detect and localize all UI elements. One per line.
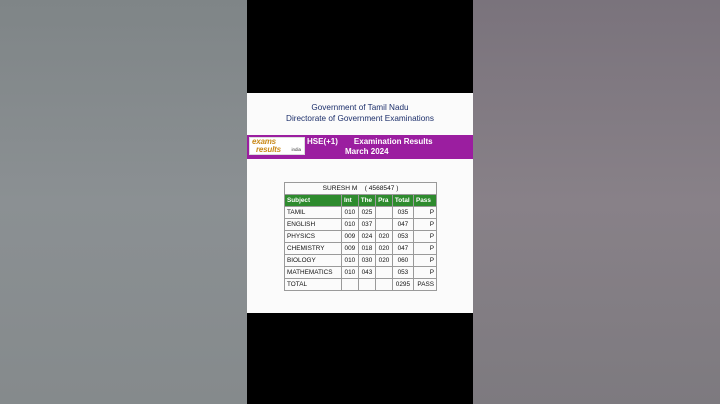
subject-cell: MATHEMATICS xyxy=(285,267,342,279)
pra-cell xyxy=(376,207,393,219)
total-label: TOTAL xyxy=(285,279,342,291)
subject-cell: CHEMISTRY xyxy=(285,243,342,255)
int-cell: 010 xyxy=(342,255,359,267)
total-empty-pra xyxy=(376,279,393,291)
col-int: Int xyxy=(342,195,359,207)
header-line-1: Government of Tamil Nadu xyxy=(311,103,409,112)
table-row xyxy=(285,219,437,231)
right-blur-background xyxy=(473,0,720,404)
total-value: 0295 xyxy=(392,279,413,291)
total-cell: 053 xyxy=(392,231,413,243)
total-status: PASS xyxy=(413,279,436,291)
subject-cell: ENGLISH xyxy=(285,219,342,231)
total-empty-the xyxy=(358,279,375,291)
total-cell: 035 xyxy=(392,207,413,219)
student-row xyxy=(285,183,437,195)
pass-cell: P xyxy=(413,267,436,279)
int-cell: 010 xyxy=(342,219,359,231)
logo-word-results: results xyxy=(256,145,281,154)
col-pra: Pra xyxy=(376,195,393,207)
pra-cell: 020 xyxy=(376,231,393,243)
pass-cell: P xyxy=(413,231,436,243)
marks-table xyxy=(284,182,437,291)
table-row xyxy=(285,255,437,267)
table-row xyxy=(285,231,437,243)
the-cell: 030 xyxy=(358,255,375,267)
pra-cell: 020 xyxy=(376,255,393,267)
left-blur-background xyxy=(0,0,247,404)
int-cell: 010 xyxy=(342,267,359,279)
register-number: ( 4568547 ) xyxy=(364,185,399,192)
table-header xyxy=(285,195,437,207)
int-cell: 009 xyxy=(342,243,359,255)
the-cell: 024 xyxy=(358,231,375,243)
pass-cell: P xyxy=(413,255,436,267)
exam-session: March 2024 xyxy=(345,146,389,156)
student-identity xyxy=(285,183,437,195)
total-row xyxy=(285,279,437,291)
total-cell: 047 xyxy=(392,243,413,255)
int-cell: 009 xyxy=(342,231,359,243)
the-cell: 018 xyxy=(358,243,375,255)
subject-cell: BIOLOGY xyxy=(285,255,342,267)
pass-cell: P xyxy=(413,207,436,219)
table-row xyxy=(285,267,437,279)
the-cell: 043 xyxy=(358,267,375,279)
col-pass: Pass xyxy=(413,195,436,207)
results-banner xyxy=(247,135,473,159)
exams-results-logo xyxy=(249,137,305,155)
total-cell: 047 xyxy=(392,219,413,231)
col-total: Total xyxy=(392,195,413,207)
total-empty-int xyxy=(342,279,359,291)
pra-cell xyxy=(376,267,393,279)
col-the: The xyxy=(358,195,375,207)
subject-cell: TAMIL xyxy=(285,207,342,219)
banner-text xyxy=(307,137,473,156)
the-cell: 037 xyxy=(358,219,375,231)
course-label: HSE(+1) xyxy=(307,137,338,146)
table-row xyxy=(285,207,437,219)
pass-cell: P xyxy=(413,219,436,231)
logo-word-exams: exams xyxy=(252,137,276,146)
pass-cell: P xyxy=(413,243,436,255)
table-row xyxy=(285,243,437,255)
total-cell: 060 xyxy=(392,255,413,267)
header-line-2: Directorate of Government Examinations xyxy=(286,114,434,123)
total-cell: 053 xyxy=(392,267,413,279)
results-title: Examination Results xyxy=(353,137,433,146)
government-header xyxy=(247,102,473,124)
pra-cell xyxy=(376,219,393,231)
result-card xyxy=(247,93,473,313)
the-cell: 025 xyxy=(358,207,375,219)
logo-word-india: india xyxy=(291,147,301,152)
subject-cell: PHYSICS xyxy=(285,231,342,243)
pra-cell: 020 xyxy=(376,243,393,255)
student-name: SURESH M xyxy=(322,185,358,192)
int-cell: 010 xyxy=(342,207,359,219)
col-subject: Subject xyxy=(285,195,342,207)
